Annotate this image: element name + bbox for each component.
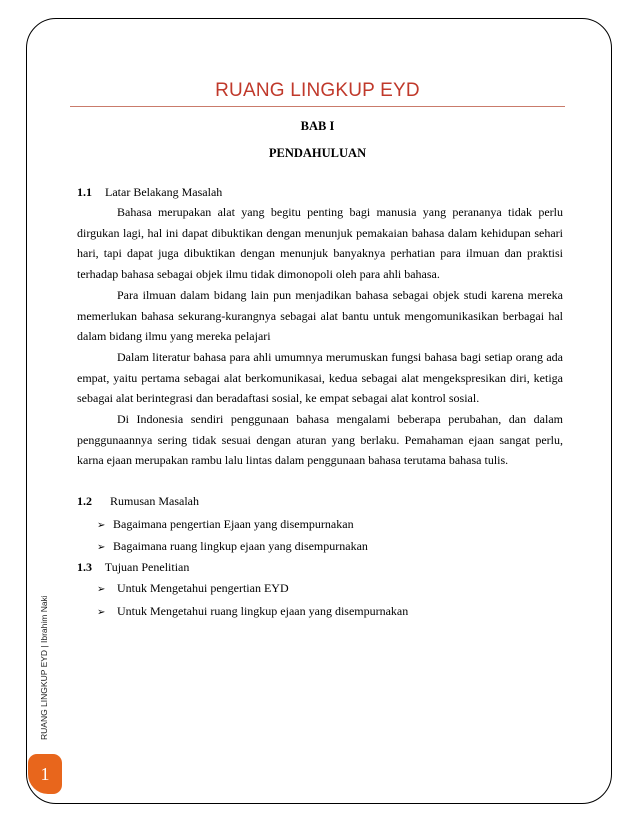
section-heading-1-2 [77,494,199,509]
section-heading-1-3 [77,560,189,575]
title-divider [70,106,565,107]
paragraph-text: Di Indonesia sendiri penggunaan bahasa mengalami beberapa perubahan, dan dalam penggunaannya sering tidak sesuai dengan aturan yang berlaku. Pemahaman ejaan sangat perlu, karna ejaan merupakan rambu lalu lintas dalam penggunaan bahasa terutama bahasa tulis. [77,412,563,468]
rumusan-item-1 [97,517,354,532]
section-title: Latar Belakang Masalah [105,185,223,199]
paragraph-text: Dalam literatur bahasa para ahli umumnya merumuskan fungsi bahasa bagi setiap orang ada empat, yaitu pertama sebagai alat berkomunikasai, kedua sebagai alat mengekspresikan diri, ketiga sebagai alat berintegrasi dan beradaftasi sosial, ke empat sebagai alat kontrol sosial. [77,350,563,406]
page-number-badge: 1 [28,754,62,794]
background-paragraph-3 [77,347,563,409]
chapter-number: BAB I [300,119,335,133]
background-paragraph-2 [77,285,563,347]
section-heading-1-1 [77,185,222,200]
list-item-text: Bagaimana pengertian Ejaan yang disempurnakan [113,517,354,531]
arrow-bullet-icon: ➢ [97,542,106,553]
section-number: 1.2 [77,494,92,508]
section-number: 1.1 [77,185,92,199]
list-item-text: Untuk Mengetahui pengertian EYD [117,581,289,595]
arrow-bullet-icon: ➢ [97,607,106,618]
rumusan-item-2 [97,539,368,554]
arrow-bullet-icon: ➢ [97,584,106,595]
background-paragraph-1 [77,202,563,284]
background-paragraph-4 [77,409,563,471]
tujuan-item-2 [97,604,408,619]
paragraph-text: Para ilmuan dalam bidang lain pun menjadikan bahasa sebagai objek studi karena mereka memerlukan bahasa sekurang-kurangnya sebagai alat bantu untuk mengomunikasikan berbagai hal dalam bidang ilmu yang mereka pelajari [77,288,563,344]
running-header-vertical: RUANG LINGKUP EYD | Ibrahim Naki [39,595,49,740]
section-title: Rumusan Masalah [110,494,199,508]
section-number: 1.3 [77,560,92,574]
document-title: RUANG LINGKUP EYD [215,80,420,101]
section-title: Tujuan Penelitian [104,560,190,574]
list-item-text: Untuk Mengetahui ruang lingkup ejaan yang disempurnakan [117,604,409,618]
tujuan-item-1 [97,581,289,596]
paragraph-text: Bahasa merupakan alat yang begitu penting bagi manusia yang perananya tidak perlu dirgukan lagi, hal ini dapat dibuktikan dengan menunjuk pemakaian bahasa dalam kehidupan sehari hari, tapi dapat juga dibuktikan dengan menunjuk banyaknya perhatian para ilmuan dan praktisi terhadap bahasa sebagai objek ilmu tidak dimonopoli oleh para ahli bahasa. [77,205,563,281]
chapter-title: PENDAHULUAN [268,146,367,160]
list-item-text: Bagaimana ruang lingkup ejaan yang disempurnakan [113,539,368,553]
arrow-bullet-icon: ➢ [97,520,106,531]
